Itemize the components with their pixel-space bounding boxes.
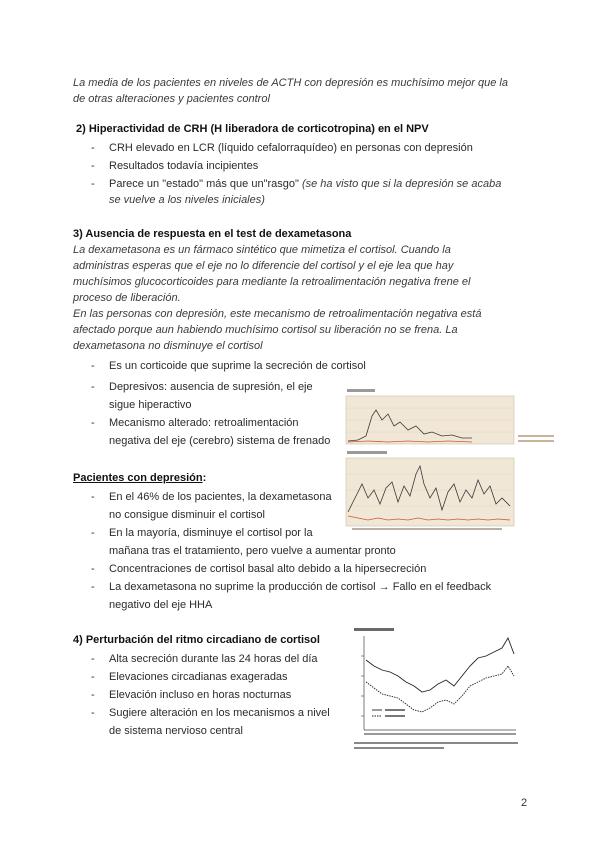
- intro-line-2: de otras alteraciones y pacientes control: [73, 93, 270, 105]
- s3-p1-line-1: La dexametasona es un fármaco sintético que mimetiza el cortisol. Cuando la: [73, 244, 451, 256]
- s3-p2-line-1: En las personas con depresión, este mecanismo de retroalimentación negativa está: [73, 308, 482, 320]
- section-3-heading: 3) Ausencia de respuesta en el test de dexametasona: [73, 228, 352, 240]
- bullet-dash: -: [91, 381, 95, 393]
- s3-p1-line-2: administras esperas que el eje no lo diferencie del cortisol y el eje lea que hay: [73, 260, 454, 272]
- pac-bullet-1: En el 46% de los pacientes, la dexametasona: [109, 491, 332, 503]
- patients-heading-colon: :: [202, 472, 207, 484]
- s4-bullet-2: Elevaciones circadianas exageradas: [109, 671, 288, 683]
- bullet-dash: -: [91, 527, 95, 539]
- bullet-dash: -: [91, 360, 95, 372]
- s2-bullet-1: CRH elevado en LCR (líquido cefalorraquídeo) en personas con depresión: [109, 142, 473, 154]
- bullet-dash: -: [91, 142, 95, 154]
- patients-heading: [73, 470, 206, 486]
- s2-bullet-2: Resultados todavía incipientes: [109, 160, 259, 172]
- pac-bullet-4: La dexametasona no suprime la producción de cortisol → Fallo en el feedback: [109, 581, 492, 593]
- bullet-dash: -: [91, 671, 95, 683]
- s3-p2-line-2: afectado porque aun habiendo muchísimo cortisol su liberación no se frena. La: [73, 324, 458, 336]
- s3-p1-line-4: proceso de liberación.: [73, 292, 181, 304]
- s3-p1-line-3: muchísimos glucocorticoides para mediante la retroalimentación negativa frene el: [73, 276, 471, 288]
- bullet-dash: -: [91, 707, 95, 719]
- section-4-heading: 4) Perturbación del ritmo circadiano de cortisol: [73, 634, 320, 646]
- pac-bullet-3: Concentraciones de cortisol basal alto debido a la hipersecreción: [109, 563, 427, 575]
- s3-bullet-3: Mecanismo alterado: retroalimentación: [109, 417, 299, 429]
- bullet-dash: -: [91, 491, 95, 503]
- pac-bullet-2-cont: mañana tras el tratamiento, pero vuelve a aumentar pronto: [109, 545, 396, 557]
- s4-bullet-4: Sugiere alteración en los mecanismos a nivel: [109, 707, 330, 719]
- circadian-cortisol-figure: [350, 626, 522, 752]
- s2-bullet-3-cont: se vuelve a los niveles iniciales): [109, 194, 265, 206]
- bullet-dash: -: [91, 178, 95, 190]
- section-2-heading: 2) Hiperactividad de CRH (H liberadora de corticotropina) en el NPV: [76, 123, 429, 135]
- s4-bullet-1: Alta secreción durante las 24 horas del día: [109, 653, 318, 665]
- s2-bullet-3-italic: (se ha visto que si la depresión se acaba: [301, 178, 502, 190]
- patients-heading-text: Pacientes con depresión: [73, 472, 203, 484]
- s2-bullet-3-plain: Parece un "estado" más que un"rasgo": [109, 178, 302, 190]
- pac-bullet-1-cont: no consigue disminuir el cortisol: [109, 509, 265, 521]
- bullet-dash: -: [91, 563, 95, 575]
- s4-bullet-3: Elevación incluso en horas nocturnas: [109, 689, 292, 701]
- bullet-dash: -: [91, 160, 95, 172]
- s4-bullet-4-cont: de sistema nervioso central: [109, 725, 243, 737]
- figure-top-panel: [346, 389, 554, 444]
- s3-p2-line-3: dexametasona no disminuye el cortisol: [73, 340, 263, 352]
- bullet-dash: -: [91, 417, 95, 429]
- s3-bullet-3-cont: negativa del eje (cerebro) sistema de frenado: [109, 435, 331, 447]
- s2-bullet-3: [109, 176, 501, 192]
- page-number: 2: [521, 797, 528, 809]
- s3-bullet-2: Depresivos: ausencia de supresión, el eje: [109, 381, 313, 393]
- pac-bullet-2: En la mayoría, disminuye el cortisol por la: [109, 527, 313, 539]
- s3-bullet-1: Es un corticoide que suprime la secreción de cortisol: [109, 360, 366, 372]
- dexamethasone-figure: [338, 386, 560, 534]
- intro-line-1: La media de los pacientes en niveles de ACTH con depresión es muchísimo mejor que la: [73, 77, 508, 89]
- bullet-dash: -: [91, 581, 95, 593]
- bullet-dash: -: [91, 689, 95, 701]
- pac-bullet-4-cont: negativo del eje HHA: [109, 599, 213, 611]
- bullet-dash: -: [91, 653, 95, 665]
- s3-bullet-2-cont: sigue hiperactivo: [109, 399, 192, 411]
- figure-bottom-panel: [346, 451, 514, 530]
- circadian-plot-area: [361, 636, 516, 735]
